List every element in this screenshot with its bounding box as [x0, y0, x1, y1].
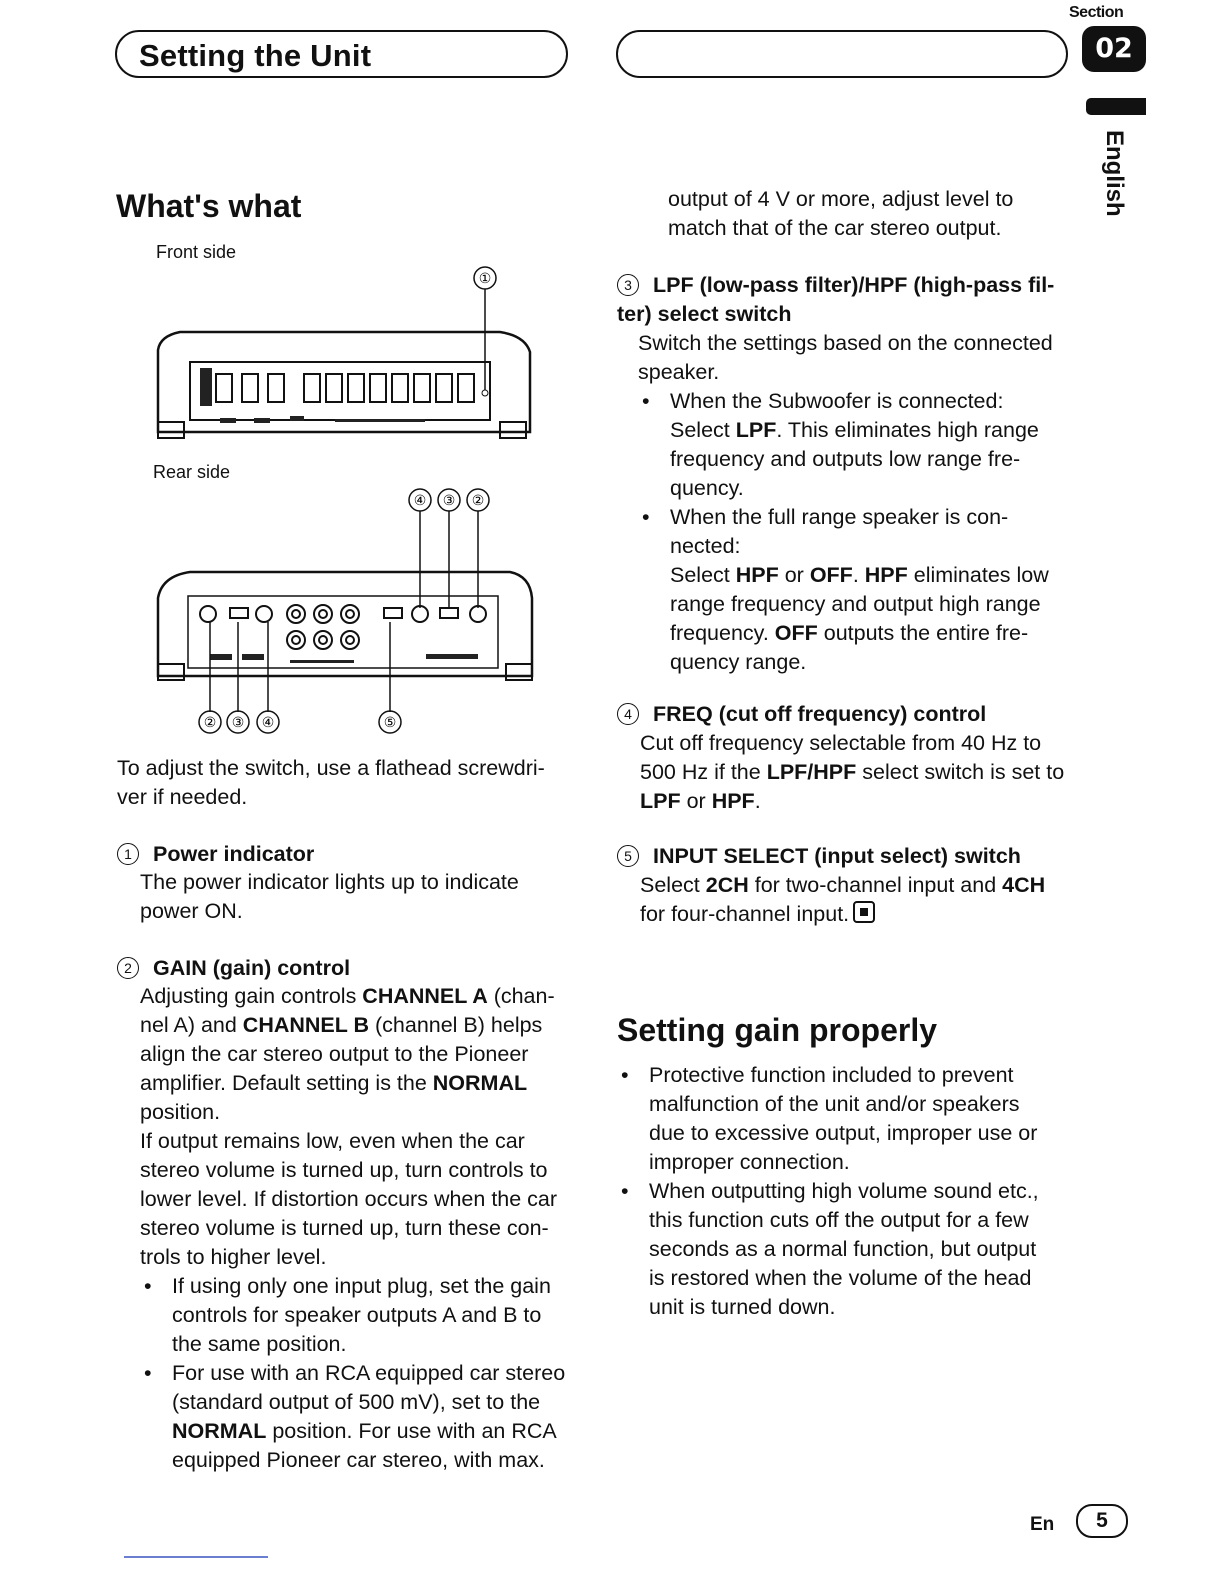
item-2-title: 2 GAIN (gain) control — [117, 954, 350, 983]
whats-what-heading: What's what — [116, 188, 302, 224]
item-3-number: 3 — [617, 274, 639, 296]
item-2-bullets — [140, 1272, 580, 1475]
item-5-number: 5 — [617, 845, 639, 867]
language-tab-bar — [1086, 98, 1146, 115]
section-label: Section — [1069, 4, 1124, 21]
section-title-box — [115, 30, 568, 78]
list-item: • For use with an RCA equipped car stereo (standard output of 500 mV), set to the NORMAL position. For use with an RCA equipped Pioneer car stereo, with max. — [140, 1359, 580, 1475]
blank-title-box — [616, 30, 1068, 78]
rear-callout-bottom-2: ② — [203, 714, 217, 730]
item-5-text: Select 2CH for two-channel input and 4CH for four-channel input. — [640, 873, 1046, 926]
rear-callout-top-2: ② — [471, 492, 485, 508]
item-1-title: 1 Power indicator — [117, 840, 314, 869]
item-4-title: 4 FREQ (cut off frequency) control — [617, 700, 986, 729]
list-item: • When the full range speaker is con- nected: Select HPF or OFF. HPF eliminates low range frequency and output high range frequency. OFF outputs the entire fre- quency range. — [638, 503, 1078, 677]
item-3-bullets — [638, 387, 1078, 677]
front-side-diagram — [150, 262, 540, 447]
page-number: 5 — [1076, 1504, 1128, 1538]
list-item: • When the Subwoofer is connected: Select LPF. This eliminates high range frequency and outputs low range fre- quency. — [638, 387, 1078, 503]
item-1-text: The power indicator lights up to indicate power ON. — [140, 870, 519, 923]
setting-gain-heading: Setting gain properly — [617, 1012, 938, 1048]
item-5-title: 5 INPUT SELECT (input select) switch — [617, 842, 1021, 871]
rear-side-diagram — [150, 480, 540, 740]
rear-callout-top-3: ③ — [442, 492, 456, 508]
item-1-number: 1 — [117, 843, 139, 865]
item-2-text: Adjusting gain controls CHANNEL A (chan- nel A) and CHANNEL B (channel B) helps align the car stereo output to the Pioneer amplifier. Default setting is the NORMAL position. If output remains low, even when the car stereo volume is turned up, turn controls to lower level. If distortion occurs when the car stereo volume is turned up, turn these con- trols to higher level. • If using only one input plug, set the gain controls for speaker outputs A and B to the same position. • For use with an RCA equipped car stereo (standard output of 500 mV), set to the NORMAL position. For use with an RCA equipped Pioneer car stereo, with max. — [140, 982, 580, 1475]
item-3-text: Switch the settings based on the connected speaker. • When the Subwoofer is connected: Select LPF. This eliminates high range frequency and outputs low range fre- quency. • When the full range speaker is con- nected: Select HPF or OFF. HPF eliminates low range frequency and output high range frequency. OFF outputs the entire fre- quency range. — [638, 329, 1078, 677]
item-4-number: 4 — [617, 703, 639, 725]
rear-callout-bottom-4: ④ — [261, 714, 275, 730]
rear-callout-bottom-3: ③ — [231, 714, 245, 730]
list-item: • If using only one input plug, set the gain controls for speaker outputs A and B to the same position. — [140, 1272, 580, 1359]
list-item: • Protective function included to prevent malfunction of the unit and/or speakers due to excessive output, improper use or improper connection. — [617, 1061, 1067, 1177]
language-code: En — [1030, 1514, 1055, 1535]
item-4-text: Cut off frequency selectable from 40 Hz to 500 Hz if the LPF/HPF select switch is set to LPF or HPF. — [640, 731, 1065, 813]
end-of-section-icon — [853, 901, 875, 923]
continued-text: output of 4 V or more, adjust level to match that of the car stereo output. — [668, 187, 1014, 240]
rear-side-caption: Rear side — [153, 462, 231, 482]
language-label: English — [1101, 130, 1128, 217]
rear-callout-top-4: ④ — [413, 492, 427, 508]
section-number-badge: 02 — [1082, 26, 1146, 72]
item-3-title: 3 LPF (low-pass filter)/HPF (high-pass fil- ter) select switch — [617, 273, 1055, 326]
gain-bullets — [617, 1061, 1067, 1322]
front-side-caption: Front side — [156, 242, 237, 262]
front-callout-1: ① — [478, 270, 492, 286]
adjust-note: To adjust the switch, use a flathead screwdri- ver if needed. — [117, 756, 545, 809]
rear-callout-bottom-5: ⑤ — [383, 714, 397, 730]
section-title: Setting the Unit — [139, 38, 372, 73]
bottom-rule — [124, 1556, 268, 1558]
list-item: • When outputting high volume sound etc., this function cuts off the output for a few seconds as a normal function, but output is restored when the volume of the head unit is turned down. — [617, 1177, 1067, 1322]
item-2-number: 2 — [117, 957, 139, 979]
